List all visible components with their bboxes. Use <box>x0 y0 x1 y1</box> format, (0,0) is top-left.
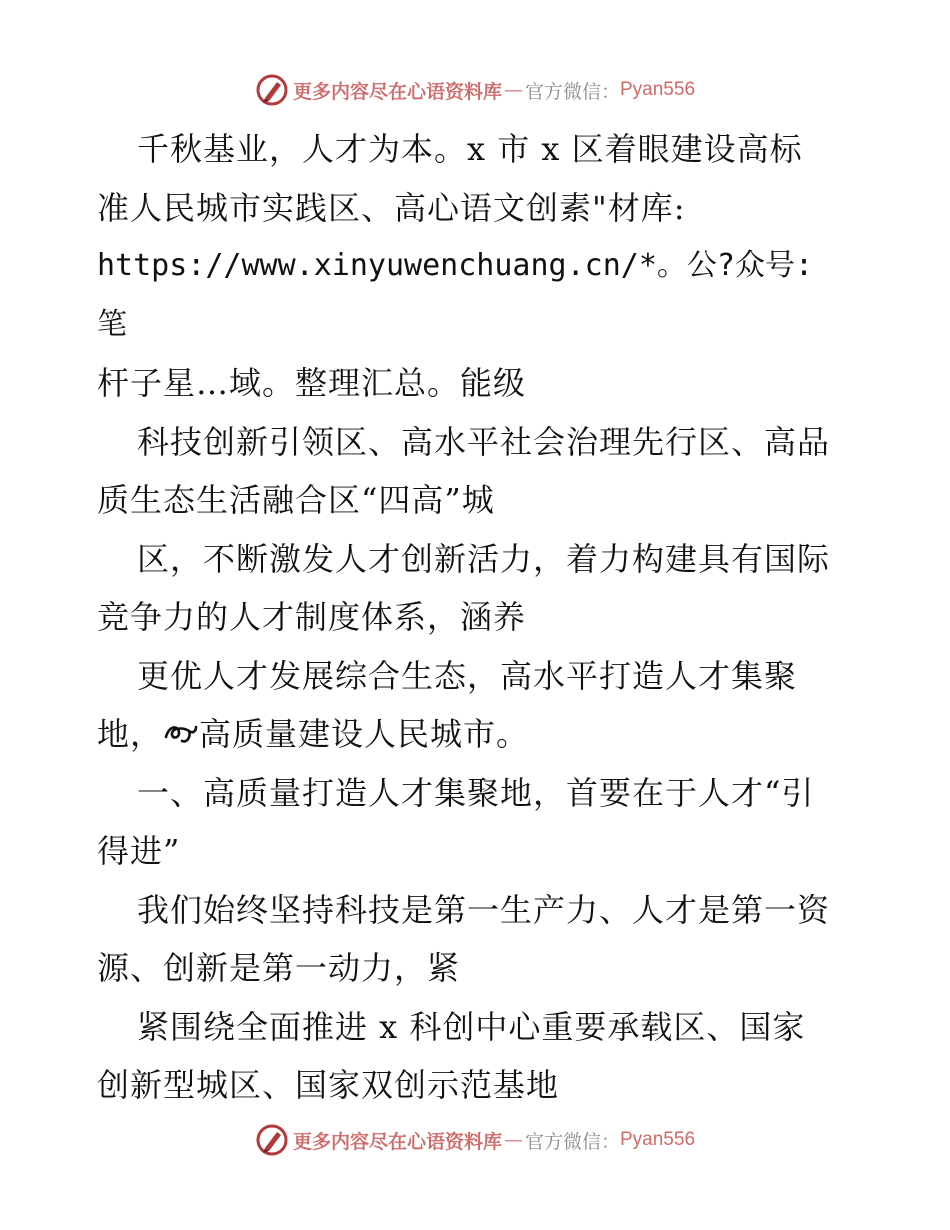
pen-logo-icon <box>255 73 289 107</box>
text-line: 杆子星…域。整理汇总。能级 <box>97 364 527 402</box>
footer-banner <box>0 1120 950 1160</box>
text-line: 千秋基业，人才为本。x 市 x 区着眼建设高标 <box>137 130 803 168</box>
paragraph-4 <box>97 647 857 764</box>
banner-wechat-label: 官方微信： <box>524 1130 620 1153</box>
text-line: 更优人才发展综合生态，高水平打造人才集聚 <box>137 656 798 695</box>
curl-glyph-icon <box>163 719 199 747</box>
text-line: 竞争力的人才制度体系，涵养 <box>97 598 527 636</box>
text-fragment: 高质量建设人民城市。 <box>199 715 530 753</box>
paragraph-7 <box>97 998 857 1115</box>
text-line: 一、高质量打造人才集聚地，首要在于人才“引 <box>137 773 815 812</box>
text-line: 源、创新是第一动力，紧 <box>97 949 461 987</box>
paragraph-3 <box>97 530 857 647</box>
banner-text: 更多内容尽在心语资料库 <box>292 1130 502 1153</box>
text-line: 质生态生活融合区“四高”城 <box>97 481 495 519</box>
url-line: https://www.xinyuwenchuang.cn/*。公?众号: 笔 <box>97 248 814 342</box>
text-line <box>97 705 857 764</box>
banner-text: 更多内容尽在心语资料库 <box>292 80 502 103</box>
text-line: 我们始终坚持科技是第一生产力、人才是第一资 <box>137 890 831 929</box>
pen-logo-icon <box>255 1123 289 1157</box>
text-fragment: 地， <box>97 715 164 753</box>
banner-wechat-id: Pyan556 <box>620 79 696 100</box>
paragraph-2 <box>97 413 857 530</box>
paragraph-5 <box>97 764 857 881</box>
text-line: 准人民城市实践区、高心语文创素"材库: <box>97 188 686 227</box>
header-banner <box>0 70 950 110</box>
text-line: 科技创新引领区、高水平社会治理先行区、高品 <box>137 422 831 461</box>
text-line: 紧围绕全面推进 x 科创中心重要承载区、国家 <box>137 1007 806 1046</box>
banner-separator: — <box>503 1129 523 1151</box>
banner-separator: — <box>503 79 523 101</box>
banner-wechat-id: Pyan556 <box>620 1129 696 1150</box>
text-line: 创新型城区、国家双创示范基地 <box>97 1066 560 1104</box>
text-line: 区，不断激发人才创新活力，着力构建具有国际 <box>137 539 831 578</box>
text-line: 得进” <box>97 832 181 870</box>
banner-wechat-label: 官方微信： <box>524 80 620 103</box>
paragraph-6 <box>97 881 857 998</box>
document-body <box>97 120 857 1115</box>
paragraph-1 <box>97 120 857 413</box>
